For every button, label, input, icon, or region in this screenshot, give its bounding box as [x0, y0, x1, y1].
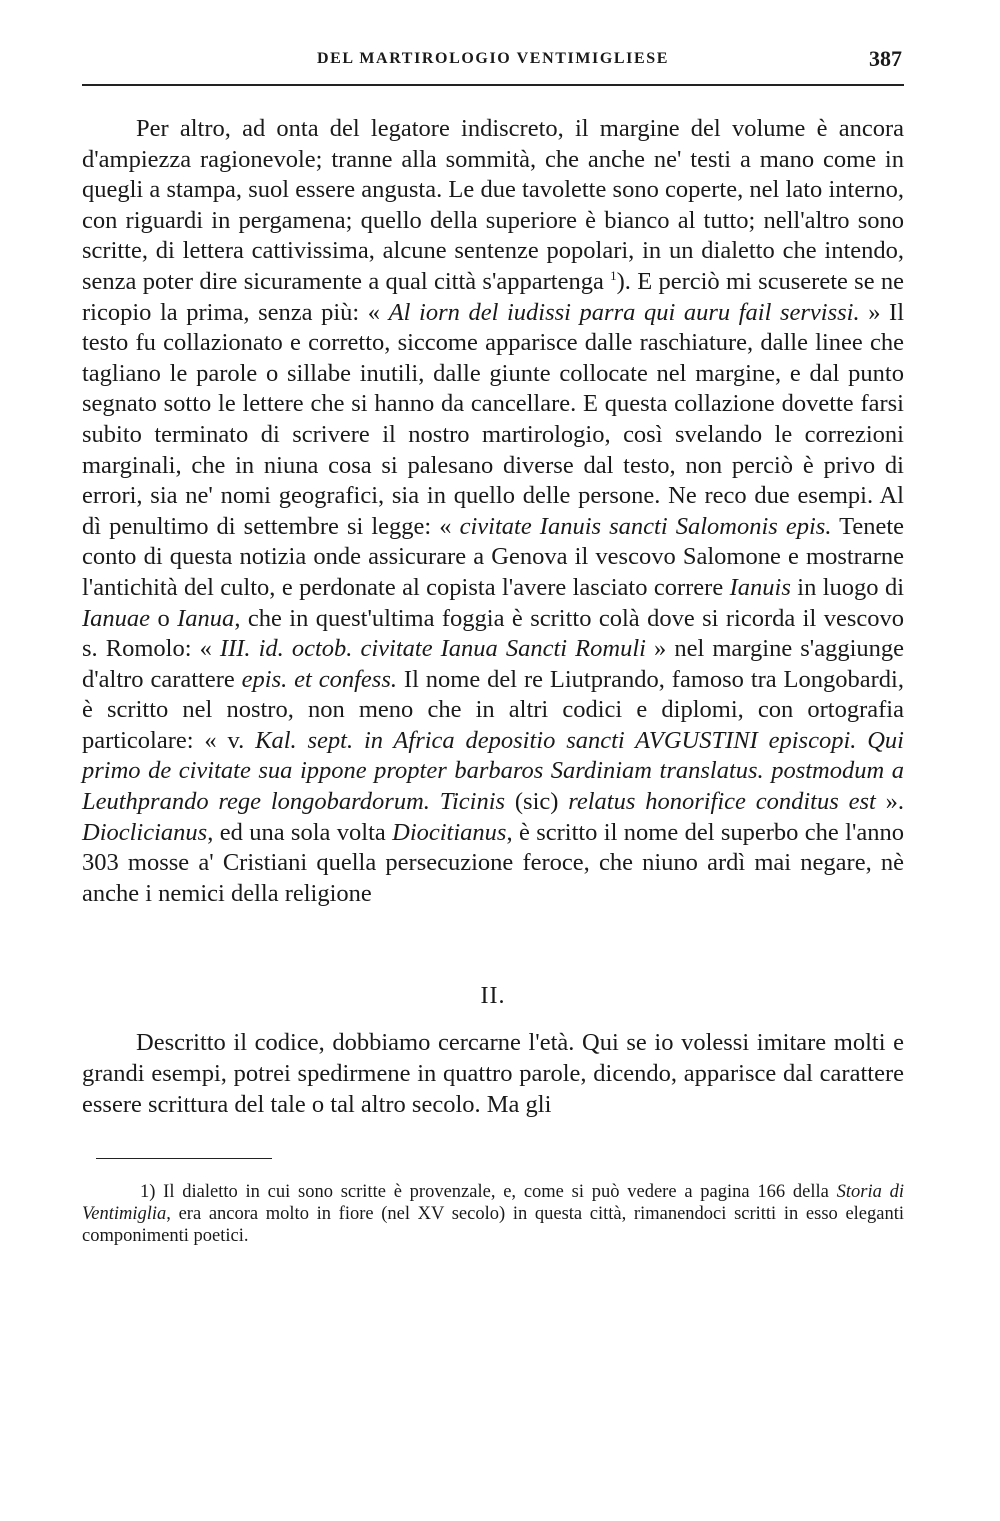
book-title: Storia di Ventimiglia: [82, 1182, 904, 1225]
text-run: Descritto il codice, dobbiamo cercarne l'età. Qui se io volessi imitare molti e grandi esempi, potrei spedirmene in quattro parole, dicendo, apparisce dal carattere essere scrittura del tale o tal altro secolo. Ma gli: [82, 1029, 904, 1118]
text-run: o: [150, 604, 178, 632]
text-run: ). E perciò mi scuserete se ne ricopio la prima, senza più: «: [82, 267, 904, 326]
quote-augustini: Kal. sept. in Africa depositio sancti AVGUSTINI episcopi. Qui primo de civitate sua ippone propter barbaros Sardiniam translatus. postmodum a Leuthprando rege longobardorum. Ticinis: [82, 726, 904, 816]
footnote-marker: 1): [140, 1182, 156, 1203]
text-run: Tenete conto di questa notizia onde assicurare a Genova il vescovo Salomone e mostrarne l'antichità del culto, e perdonate al copista l'avere lasciato correre: [82, 512, 905, 601]
quote-salomone: civitate Ianuis sancti Salomonis epis.: [459, 512, 832, 540]
text-run: » Il testo fu collazionato e corretto, siccome apparisce dalle raschiature, dalle linee che tagliano le parole o sillabe inutili, dalle giunte collocate nel margine, e dal punto segnato sotto le lettere che si hanno da cancellare. E questa collazione dovette farsi subito terminato di scrivere il nostro martirologio, così svelando le correzioni marginali, che in niuna cosa si palesano diverse dal testo, non perciò è privo di errori, sia ne' nomi geografici, sia in quello delle persone. Ne reco due esempi. Al dì penultimo di settembre si legge: «: [82, 298, 905, 540]
body-paragraph-2: [82, 1028, 904, 1120]
footnote-rule: [96, 1158, 272, 1159]
text-run: , è scritto il nome del superbo che l'anno 303 mosse a' Cristiani quella persecuzione feroce, che niuno ardì mai negare, nè anche i nemici della religione: [82, 818, 905, 907]
body-paragraph-1: [82, 114, 904, 909]
italic-word: Ianua: [177, 604, 235, 632]
text-run: (sic): [505, 788, 569, 816]
italic-word: Ianuis: [729, 573, 791, 601]
quote-margin-note: epis. et confess.: [241, 665, 398, 693]
section-heading: II.: [480, 983, 506, 1010]
footnote-reference: 1: [610, 267, 617, 283]
text-run: » nel margine s'aggiunge d'altro carattere: [82, 635, 905, 693]
page-number: 387: [869, 46, 902, 71]
italic-word: Diocitianus: [392, 818, 507, 846]
book-page: [82, 40, 904, 1266]
quote-augustini-end: relatus honorifice conditus est: [568, 788, 876, 816]
running-head: [82, 40, 904, 80]
text-run: Per altro, ad onta del legatore indiscreto, il margine del volume è ancora d'ampiezza ragionevole; tranne alla sommità, che anche ne' testi a mano come in quegli a stampa, suol essere angusta. Le due tavolette sono coperte, nel lato interno, con riguardi in pergamena; quello della superiore è bianco al tutto; nell'altro sono scritte, di lettera cattivissima, alcune sentenze popolari, in un dialetto che intendo, senza poter dire sicuramente a qual città s'appartenga: [82, 115, 904, 295]
footnote: [82, 1181, 904, 1247]
header-rule: [82, 84, 904, 86]
italic-word: Dioclicianus: [82, 818, 208, 846]
text-run: Il nome del re Liutprando, famoso tra Longobardi, è scritto nel nostro, non meno che in altri codici e diplomi, con ortografia particolare: «: [82, 665, 904, 754]
quote-dialect-sentence: Al iorn del iudissi parra qui auru fail servissi.: [388, 298, 860, 326]
quote-augustini-numeral: v.: [227, 726, 256, 754]
running-title: DEL MARTIROLOGIO VENTIMIGLIESE: [316, 50, 670, 67]
text-run: , era ancora molto in fiore (nel XV secolo) in questa città, rimanendoci scritti in esso eleganti componimenti poetici.: [82, 1204, 904, 1247]
text-run: , che in quest'ultima foggia è scritto colà dove si ricorda il vescovo s. Romolo: «: [82, 604, 905, 663]
text-run: ».: [875, 788, 904, 816]
italic-word: Ianuae: [82, 604, 151, 632]
text-run: in luogo di: [790, 573, 905, 601]
text-run: Il dialetto in cui sono scritte è provenzale, e, come si può vedere a pagina 166 della: [155, 1182, 837, 1203]
text-run: , ed una sola volta: [207, 818, 393, 846]
quote-romolo: III. id. octob. civitate Ianua Sancti Romuli: [219, 635, 646, 663]
